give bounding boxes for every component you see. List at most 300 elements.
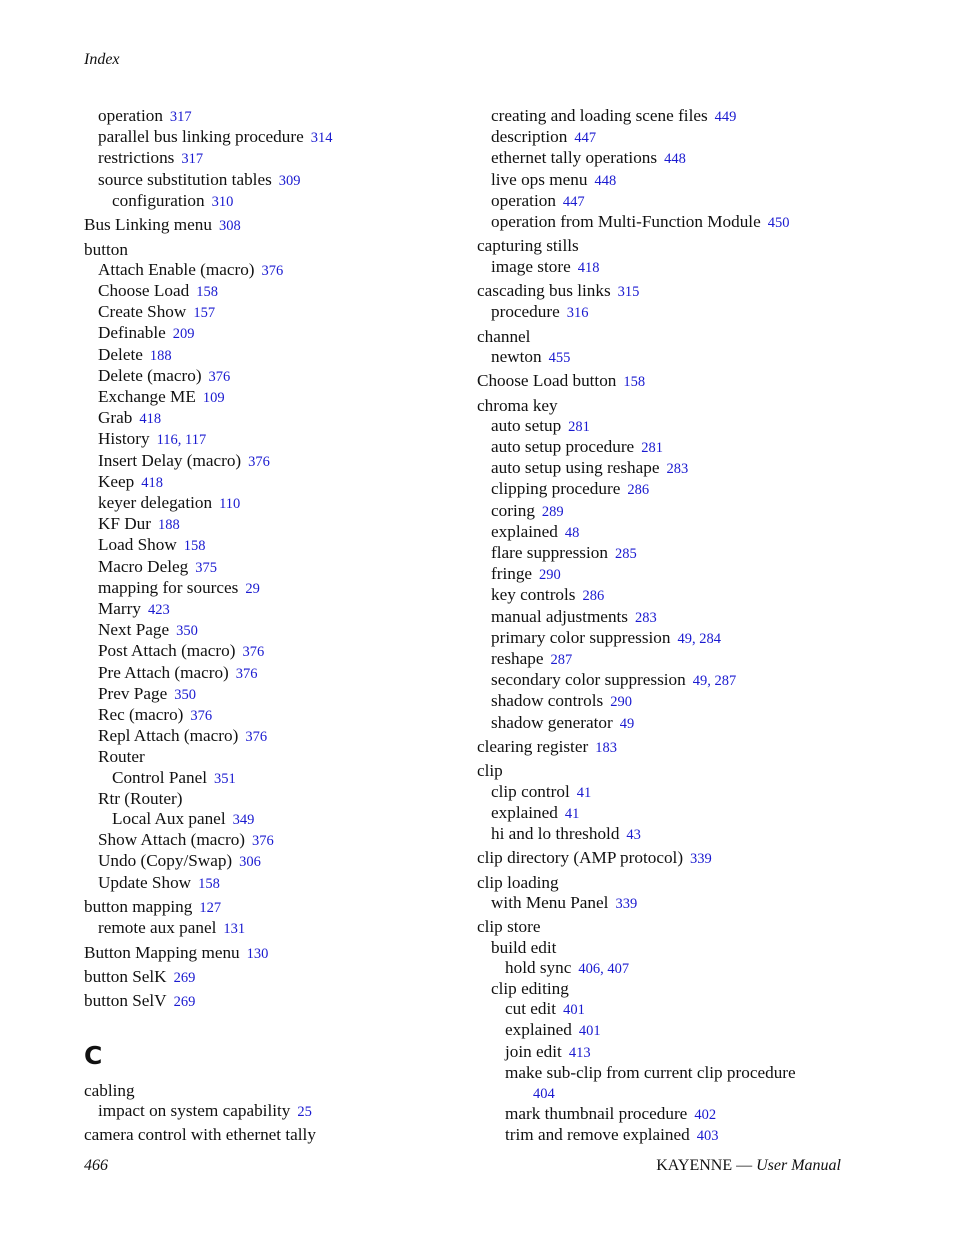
page-link[interactable]: 404: [533, 1086, 555, 1103]
entry-pages: [715, 106, 737, 125]
index-entry: [84, 918, 464, 939]
entry-term: Create Show: [98, 302, 187, 322]
page-link[interactable]: 349: [232, 812, 255, 829]
index-entry: [477, 327, 857, 347]
footer-dash: —: [736, 1157, 753, 1174]
left-entries-c: [84, 1081, 464, 1146]
page-link[interactable]: 285: [614, 546, 637, 562]
index-entry: [477, 522, 857, 543]
index-entry: [84, 535, 464, 556]
page-link[interactable]: 183: [595, 740, 617, 757]
entry-term: key controls: [491, 585, 576, 605]
entry-pages: [565, 522, 580, 541]
page-link[interactable]: 376: [235, 665, 258, 682]
entry-term: Repl Attach (macro): [98, 726, 239, 746]
entry-term: Delete: [98, 344, 143, 364]
entry-term: coring: [491, 500, 535, 520]
entry-term: button mapping: [84, 897, 193, 917]
index-entry: [477, 236, 857, 256]
page-link[interactable]: 41: [564, 805, 580, 822]
page-link[interactable]: 376: [248, 453, 270, 470]
index-entry: [84, 408, 464, 429]
index-entry: [84, 323, 464, 344]
entry-pages: [579, 1020, 601, 1039]
entry-term: Delete (macro): [98, 365, 202, 385]
index-entry: [477, 564, 857, 585]
entry-pages: [203, 387, 225, 406]
index-entry: [477, 106, 857, 127]
index-column-left: [84, 106, 464, 1145]
entry-term: configuration: [112, 190, 205, 210]
index-entry: [477, 212, 857, 233]
entry-term: Local Aux panel: [112, 809, 226, 829]
entry-pages: [157, 429, 207, 448]
entry-pages: [627, 479, 649, 498]
entry-term: cabling: [84, 1080, 135, 1100]
entry-pages: [198, 873, 220, 892]
entry-term: ethernet tally operations: [491, 148, 658, 168]
entry-pages: [768, 212, 790, 231]
page-link[interactable]: 43: [626, 827, 641, 844]
page-link[interactable]: 48: [564, 524, 580, 541]
index-entry: [477, 1042, 857, 1063]
footer-title: [656, 1157, 841, 1175]
page-link[interactable]: 447: [562, 193, 585, 210]
index-entry: [84, 897, 464, 918]
page-link[interactable]: 418: [139, 411, 162, 428]
page-link[interactable]: 158: [623, 374, 646, 391]
page-link[interactable]: 418: [141, 474, 164, 491]
entry-term: Insert Delay (macro): [98, 450, 242, 470]
entry-pages: [577, 782, 592, 801]
index-entry: [477, 1083, 857, 1104]
entry-pages: [578, 257, 600, 276]
page-link[interactable]: 209: [172, 326, 195, 343]
index-entry: [84, 148, 464, 169]
entry-pages: [594, 170, 616, 189]
entry-term: mark thumbnail procedure: [505, 1104, 688, 1124]
page-link[interactable]: 448: [664, 151, 686, 168]
page-link[interactable]: 350: [174, 686, 196, 703]
page-link[interactable]: 413: [568, 1044, 591, 1061]
entry-pages: [297, 1101, 312, 1120]
entry-term: Rec (macro): [98, 705, 184, 725]
entry-term: image store: [491, 256, 571, 276]
page-link[interactable]: 403: [696, 1128, 719, 1145]
page-link[interactable]: 306: [239, 854, 261, 871]
page-link[interactable]: 401: [563, 1002, 585, 1019]
index-entry: [477, 649, 857, 670]
entry-pages: [252, 830, 274, 849]
index-entry: [84, 387, 464, 408]
footer-manual: User Manual: [756, 1157, 841, 1174]
entry-pages: [173, 323, 195, 342]
page-link[interactable]: 131: [223, 921, 246, 938]
entry-pages: [150, 345, 172, 364]
index-entry: [84, 451, 464, 472]
index-entry: [84, 599, 464, 620]
page-link[interactable]: 407: [607, 960, 630, 977]
entry-pages: [626, 824, 641, 843]
index-entry: [477, 670, 857, 691]
page-separator: ,: [177, 432, 186, 449]
index-entry: [477, 803, 857, 824]
page-link[interactable]: 158: [196, 284, 218, 300]
entry-term: clip store: [477, 917, 541, 937]
page-link[interactable]: 25: [297, 1103, 312, 1120]
page-link[interactable]: 376: [190, 708, 213, 725]
entry-pages: [567, 302, 589, 321]
page-link[interactable]: 317: [181, 151, 204, 168]
page-link[interactable]: 315: [617, 284, 640, 300]
index-entry: [84, 991, 464, 1012]
page-link[interactable]: 376: [252, 833, 274, 850]
entry-pages: [677, 628, 721, 647]
entry-term: Post Attach (macro): [98, 641, 236, 661]
page-link[interactable]: 117: [185, 432, 207, 449]
entry-term: mapping for sources: [98, 577, 239, 597]
page-link[interactable]: 376: [261, 262, 284, 279]
page-link[interactable]: 375: [195, 559, 217, 576]
entry-term: flare suppression: [491, 543, 608, 562]
entry-term: hold sync: [505, 957, 572, 977]
index-entry: [84, 789, 464, 809]
entry-term: join edit: [505, 1041, 562, 1061]
index-entry: [84, 726, 464, 747]
page-separator: ,: [600, 960, 608, 977]
entry-pages: [181, 148, 203, 167]
page-link[interactable]: 158: [198, 875, 220, 892]
entry-term: Button Mapping menu: [84, 942, 240, 962]
page-link[interactable]: 402: [694, 1107, 717, 1124]
entry-pages: [242, 641, 264, 660]
page-link[interactable]: 287: [550, 652, 573, 669]
entry-pages: [245, 726, 267, 745]
entry-pages: [311, 127, 333, 146]
page-link[interactable]: 269: [173, 994, 196, 1011]
page-link[interactable]: 269: [173, 970, 196, 987]
entry-pages: [623, 371, 645, 390]
entry-term: clearing register: [477, 737, 589, 757]
index-entry: [84, 127, 464, 148]
entry-pages: [615, 543, 637, 562]
entry-term: keyer delegation: [98, 493, 213, 513]
section-letter: C: [84, 1040, 103, 1070]
page-link[interactable]: 287: [714, 673, 737, 690]
entry-pages: [174, 991, 196, 1010]
page-link[interactable]: 290: [610, 694, 632, 711]
entry-term: operation from Multi-Function Module: [491, 212, 761, 232]
page-link[interactable]: 281: [568, 418, 590, 435]
index-entry: [477, 501, 857, 522]
entry-term: Grab: [98, 408, 133, 428]
entry-pages: [233, 809, 255, 828]
page-link[interactable]: 290: [539, 567, 561, 584]
entry-pages: [190, 705, 212, 724]
index-entry: [84, 747, 464, 767]
page-link[interactable]: 317: [169, 109, 192, 125]
index-entry: [477, 543, 857, 564]
page-separator: ,: [707, 673, 715, 690]
entry-pages: [212, 191, 234, 210]
page-link[interactable]: 49: [677, 630, 692, 647]
index-entry: [477, 979, 857, 999]
page-link[interactable]: 286: [627, 482, 650, 499]
entry-pages: [239, 851, 261, 870]
entry-term: Control Panel: [112, 767, 208, 787]
index-entry: [84, 514, 464, 535]
entry-term: explained: [491, 802, 558, 822]
entry-pages: [219, 493, 240, 512]
index-entry: [477, 302, 857, 323]
entry-pages: [195, 557, 217, 576]
entry-pages: [279, 170, 301, 189]
index-entry: [477, 938, 857, 958]
entry-pages: [209, 366, 231, 385]
page-link[interactable]: 418: [577, 259, 600, 276]
entry-pages: [568, 416, 590, 435]
index-entry: [84, 170, 464, 191]
index-entry: [477, 437, 857, 458]
page-link[interactable]: 281: [641, 439, 663, 456]
entry-term: Choose Load: [98, 281, 190, 300]
entry-term: clip editing: [491, 979, 569, 998]
entry-term: explained: [491, 521, 558, 541]
index-entry: [84, 578, 464, 599]
index-entry: [84, 557, 464, 578]
entry-pages: [214, 768, 236, 787]
index-entry: [477, 848, 857, 869]
entry-pages: [539, 564, 561, 583]
entry-term: primary color suppression: [491, 627, 671, 647]
entry-term: Attach Enable (macro): [98, 259, 255, 279]
page-link[interactable]: 109: [202, 390, 225, 407]
index-entry: [477, 999, 857, 1020]
index-entry: [84, 472, 464, 493]
entry-pages: [635, 607, 657, 626]
index-entry: [84, 1101, 464, 1122]
index-entry: [477, 737, 857, 758]
index-entry: [477, 148, 857, 169]
page-link[interactable]: 157: [193, 305, 216, 322]
entry-pages: [219, 215, 241, 234]
index-entry: [84, 240, 464, 260]
page-link[interactable]: 29: [245, 580, 260, 597]
entry-term: source substitution tables: [98, 169, 272, 189]
page-link[interactable]: 286: [582, 588, 605, 605]
page-link[interactable]: 314: [310, 130, 333, 147]
entry-pages: [615, 893, 637, 912]
page-number: 466: [84, 1157, 108, 1174]
entry-pages: [697, 1125, 719, 1144]
index-entry: [477, 628, 857, 649]
page-link[interactable]: 406: [578, 960, 601, 977]
page-link[interactable]: 310: [211, 193, 234, 210]
page-link[interactable]: 339: [690, 851, 712, 868]
entry-term: with Menu Panel: [491, 893, 609, 912]
index-entry: [477, 713, 857, 734]
entry-term: button SelV: [84, 991, 167, 1011]
page-link[interactable]: 447: [574, 130, 597, 147]
page-separator: ,: [691, 630, 700, 647]
entry-term: button: [84, 239, 128, 259]
running-head: Index: [84, 51, 120, 68]
entry-term: KF Dur: [98, 514, 151, 534]
entry-term: hi and lo threshold: [491, 824, 620, 844]
entry-term: shadow generator: [491, 712, 613, 732]
page-link[interactable]: 450: [767, 215, 790, 232]
entry-term: remote aux panel: [98, 918, 217, 938]
entry-term: auto setup: [491, 415, 562, 435]
index-entry: [84, 684, 464, 705]
page-link[interactable]: 376: [242, 644, 265, 661]
entry-term: chroma key: [477, 395, 558, 415]
entry-pages: [620, 713, 635, 732]
page-link[interactable]: 283: [635, 609, 657, 626]
page-link[interactable]: 110: [219, 496, 241, 513]
entry-term: Undo (Copy/Swap): [98, 851, 233, 871]
entry-term: Definable: [98, 323, 166, 343]
page-link[interactable]: 116: [156, 432, 178, 449]
page-link[interactable]: 316: [566, 305, 589, 322]
entry-pages: [199, 897, 221, 916]
entry-term: auto setup procedure: [491, 436, 635, 456]
page-link[interactable]: 158: [183, 538, 206, 555]
entry-pages: [196, 281, 218, 300]
entry-term: fringe: [491, 564, 533, 584]
entry-term: shadow controls: [491, 691, 604, 711]
entry-term: Load Show: [98, 535, 177, 555]
page-link[interactable]: 289: [541, 503, 564, 520]
index-entry: [84, 873, 464, 894]
page-link[interactable]: 188: [158, 517, 180, 534]
entry-pages: [549, 347, 571, 366]
page-link[interactable]: 130: [246, 945, 269, 962]
entry-pages: [184, 535, 206, 554]
index-entry: [477, 1125, 857, 1146]
entry-term: camera control with ethernet tally: [84, 1125, 316, 1145]
index-entry: [84, 1081, 464, 1101]
entry-pages: [176, 620, 198, 639]
entry-pages: [174, 967, 196, 986]
page-link[interactable]: 351: [214, 770, 236, 787]
entry-pages: [245, 578, 260, 597]
entry-pages: [533, 1083, 555, 1102]
entry-pages: [667, 458, 689, 477]
index-entry: [477, 893, 857, 914]
entry-term: description: [491, 127, 568, 147]
entry-term: History: [98, 429, 150, 449]
entry-term: explained: [505, 1020, 572, 1040]
index-entry: [84, 191, 464, 212]
entry-term: Next Page: [98, 620, 170, 640]
entry-pages: [236, 663, 258, 682]
entry-term: Prev Page: [98, 683, 168, 703]
page-link[interactable]: 41: [576, 784, 592, 801]
page-link[interactable]: 339: [615, 896, 638, 912]
entry-term: cascading bus links: [477, 281, 611, 300]
index-entry: [84, 281, 464, 302]
index-entry: [84, 260, 464, 281]
page-link[interactable]: 449: [714, 109, 737, 125]
page-link[interactable]: 127: [199, 900, 222, 917]
index-entry: [477, 127, 857, 148]
entry-pages: [563, 999, 585, 1018]
entry-term: newton: [491, 346, 542, 366]
index-entry: [84, 1125, 464, 1145]
index-entry: [477, 191, 857, 212]
entry-pages: [574, 127, 596, 146]
entry-term: operation: [491, 190, 556, 210]
page-link[interactable]: 283: [666, 461, 689, 478]
index-entry: [84, 366, 464, 387]
index-entry: [477, 281, 857, 302]
page-link[interactable]: 49: [692, 673, 708, 690]
page-link[interactable]: 401: [578, 1023, 601, 1040]
page-link[interactable]: 309: [278, 172, 301, 189]
entry-term: capturing stills: [477, 236, 579, 256]
index-column-right: [477, 106, 857, 1147]
index-entry: [84, 809, 464, 830]
index-entry: [84, 830, 464, 851]
page-link[interactable]: 284: [699, 630, 721, 647]
page-link[interactable]: 448: [594, 172, 617, 189]
entry-pages: [618, 281, 640, 300]
entry-pages: [174, 684, 196, 703]
page-link[interactable]: 455: [548, 349, 571, 366]
entry-term: build edit: [491, 937, 557, 957]
index-entry: [84, 493, 464, 514]
page-link[interactable]: 188: [149, 347, 172, 364]
page-link[interactable]: 308: [218, 218, 241, 235]
index-entry: [84, 429, 464, 450]
entry-term: Router: [98, 747, 145, 767]
index-entry: [477, 958, 857, 979]
page-link[interactable]: 423: [147, 602, 170, 619]
entry-pages: [563, 191, 585, 210]
entry-pages: [141, 472, 163, 491]
index-entry: [477, 347, 857, 368]
index-entry: [477, 479, 857, 500]
page-link[interactable]: 376: [208, 368, 231, 385]
page-link[interactable]: 49: [619, 715, 635, 732]
index-entry: [477, 458, 857, 479]
entry-term: clip control: [491, 781, 570, 801]
entry-term: cut edit: [505, 999, 557, 1019]
index-entry: [84, 663, 464, 684]
entry-pages: [641, 437, 663, 456]
right-entries: [477, 106, 857, 1147]
page-link[interactable]: 376: [245, 729, 268, 746]
entry-pages: [193, 302, 215, 321]
page-link[interactable]: 350: [176, 623, 198, 640]
entry-term: live ops menu: [491, 169, 588, 189]
index-entry: [477, 873, 857, 893]
entry-pages: [690, 848, 712, 867]
index-entry: [477, 824, 857, 845]
entry-term: Update Show: [98, 872, 192, 892]
entry-pages: [693, 670, 737, 689]
index-entry: [84, 943, 464, 964]
index-entry: [84, 705, 464, 726]
entry-pages: [551, 649, 573, 668]
index-entry: [477, 691, 857, 712]
entry-term: auto setup using reshape: [491, 458, 660, 478]
entry-term: clip loading: [477, 872, 559, 892]
entry-term: channel: [477, 326, 531, 346]
left-entries: [84, 106, 464, 1013]
entry-pages: [595, 737, 617, 756]
